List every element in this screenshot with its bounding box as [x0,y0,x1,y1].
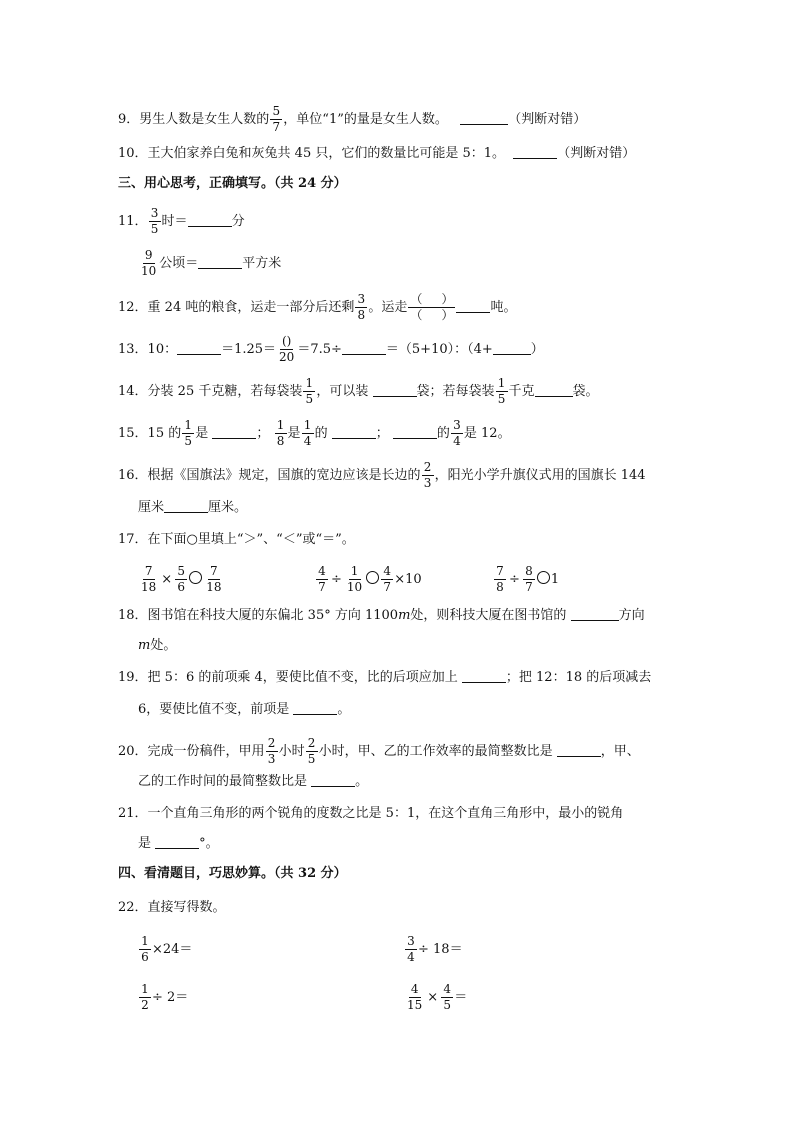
fraction: $\frac{4}{7}$ [381,564,393,595]
section-4-heading: 四、看清题目，巧思妙算。（共 32 分） [118,866,347,881]
answer-blank[interactable] [535,382,573,397]
answer-blank[interactable] [311,772,355,787]
fraction: $\frac{5}{7}$ [270,104,282,135]
answer-blank[interactable] [557,742,601,757]
blank-fraction[interactable]: （ ） （ ） [410,292,454,322]
calc-item-4: $\frac{4}{15}$ × $\frac{4}{5}$ ＝ [407,982,468,1012]
question-16-line-2: 厘米 厘米。 [138,500,248,515]
fraction: $\frac{1}{8}$ [275,418,287,449]
fraction: $\frac{7}{8}$ [494,564,506,595]
question-10: 10．王大伯家养白兔和灰兔共 45 只，它们的数量比可能是 5：1。 （判断对错） [118,146,636,161]
compare-circle[interactable] [366,571,379,584]
compare-circle[interactable] [189,571,202,584]
section-3-heading: 三、用心思考，正确填写。（共 24 分） [118,176,347,191]
answer-blank[interactable] [177,340,221,355]
fraction: $\frac{7}{18}$ [206,564,222,594]
fraction: $\frac{9}{10}$ [141,248,157,278]
compare-circle[interactable] [537,571,550,584]
answer-blank[interactable] [393,424,437,439]
question-18: 18．图书馆在科技大厦的东偏北 35° 方向 1100m处，则科技大厦在图书馆的 方向 [118,608,645,623]
answer-blank[interactable] [164,498,208,513]
question-15: 15．15 的 $\frac{1}{5}$ 是 ； $\frac{1}{8}$ 是 $\frac{1}{4}$ 的 ； 的 $\frac{3}{4}$ 是 12。 [118,418,511,448]
question-20-line-2: 乙的工作时间的最简整数比是 。 [138,774,369,789]
calc-item-2: $\frac{3}{4}$ ÷ 18＝ [404,934,463,965]
answer-blank[interactable] [456,298,490,313]
fraction: $\frac{4}{5}$ [441,982,453,1013]
fraction: $\frac{2}{3}$ [422,460,434,491]
question-21-line-2: 是 °。 [138,836,219,851]
answer-blank[interactable] [493,340,531,355]
question-14: 14．分装 25 千克糖，若每袋装 $\frac{1}{5}$ ，可以装 袋；若每袋装 $\frac{1}{5}$ 千克 袋。 [118,376,599,406]
question-11-part-2: $\frac{9}{10}$ 公顷＝ 平方米 [141,248,282,278]
compare-expression-3: $\frac{7}{8}$ ÷ $\frac{8}{7}$ 1 [493,564,559,595]
compare-expression-1: $\frac{7}{18}$ × $\frac{5}{6}$ $\frac{7}{18}$ [141,564,222,594]
question-20: 20．完成一份稿件，甲用 $\frac{2}{3}$ 小时 $\frac{2}{5}$ 小时，甲、乙的工作效率的最简整数比是 ，甲、 [118,736,640,766]
fraction: $\frac{1}{5}$ [182,418,194,449]
fraction: $\frac{5}{6}$ [175,564,187,595]
fraction: $\frac{1}{5}$ [496,376,508,407]
fraction: $\frac{1}{2}$ [139,982,151,1013]
question-12: 12．重 24 吨的粮食，运走一部分后还剩 $\frac{3}{8}$ 。运走 （ ） （ ） 吨。 [118,292,517,322]
fraction: $\frac{8}{7}$ [523,564,535,595]
answer-blank[interactable] [155,834,199,849]
question-18-line-2: m处。 [138,638,177,653]
fraction: $\frac{1}{6}$ [139,934,151,965]
fraction: $\frac{3}{4}$ [405,934,417,965]
answer-blank[interactable] [212,424,256,439]
fraction: $\frac{7}{18}$ [141,564,157,594]
fraction: $\frac{2}{3}$ [266,736,278,767]
answer-blank[interactable] [342,340,386,355]
fraction: $\frac{3}{5}$ [149,206,161,237]
fraction: $\frac{1}{10}$ [346,564,363,594]
fraction: $\frac{2}{5}$ [306,736,318,767]
fraction: $\frac{1}{4}$ [302,418,314,449]
question-22: 22．直接写得数。 [118,900,226,915]
question-9: 9．男生人数是女生人数的 $\frac{5}{7}$ ，单位“1”的量是女生人数。 （判断对错） [118,104,587,134]
answer-blank[interactable] [571,606,619,621]
answer-blank[interactable] [293,700,337,715]
question-16: 16．根据《国旗法》规定，国旗的宽边应该是长边的 $\frac{2}{3}$ ，阳光小学升旗仪式用的国旗长 144 [118,460,646,490]
question-11: 11． $\frac{3}{5}$ 时＝ 分 [118,206,245,236]
answer-blank[interactable] [460,110,508,125]
question-21: 21．一个直角三角形的两个锐角的度数之比是 5：1，在这个直角三角形中，最小的锐角 [118,806,624,821]
answer-blank[interactable] [513,144,557,159]
question-13: 13．10： ＝1.25＝ () 20 ＝7.5÷ ＝（5+10）：（4+ ） [118,334,544,364]
compare-expression-2: $\frac{4}{7}$ ÷ $\frac{1}{10}$ $\frac{4}{7}$ ×10 [315,564,422,595]
answer-blank[interactable] [462,668,506,683]
answer-blank[interactable] [188,212,232,227]
fraction: () 20 [279,334,295,364]
fraction: $\frac{3}{4}$ [451,418,463,449]
fraction: $\frac{3}{8}$ [355,292,367,323]
fraction: $\frac{4}{7}$ [316,564,328,595]
fraction: $\frac{1}{5}$ [303,376,315,407]
answer-blank[interactable] [373,382,417,397]
question-19: 19．把 5：6 的前项乘 4，要使比值不变，比的后项应加上 ；把 12：18 的后项减去 [118,670,652,685]
fraction: $\frac{4}{15}$ [407,982,423,1012]
question-17: 17．在下面○里填上“＞”、“＜”或“＝”。 [118,532,355,547]
calc-item-3: $\frac{1}{2}$ ÷ 2＝ [138,982,188,1013]
calc-item-1: $\frac{1}{6}$ ×24＝ [138,934,192,965]
answer-blank[interactable] [198,254,242,269]
question-19-line-2: 6，要使比值不变，前项是 。 [138,702,351,717]
answer-blank[interactable] [332,424,376,439]
